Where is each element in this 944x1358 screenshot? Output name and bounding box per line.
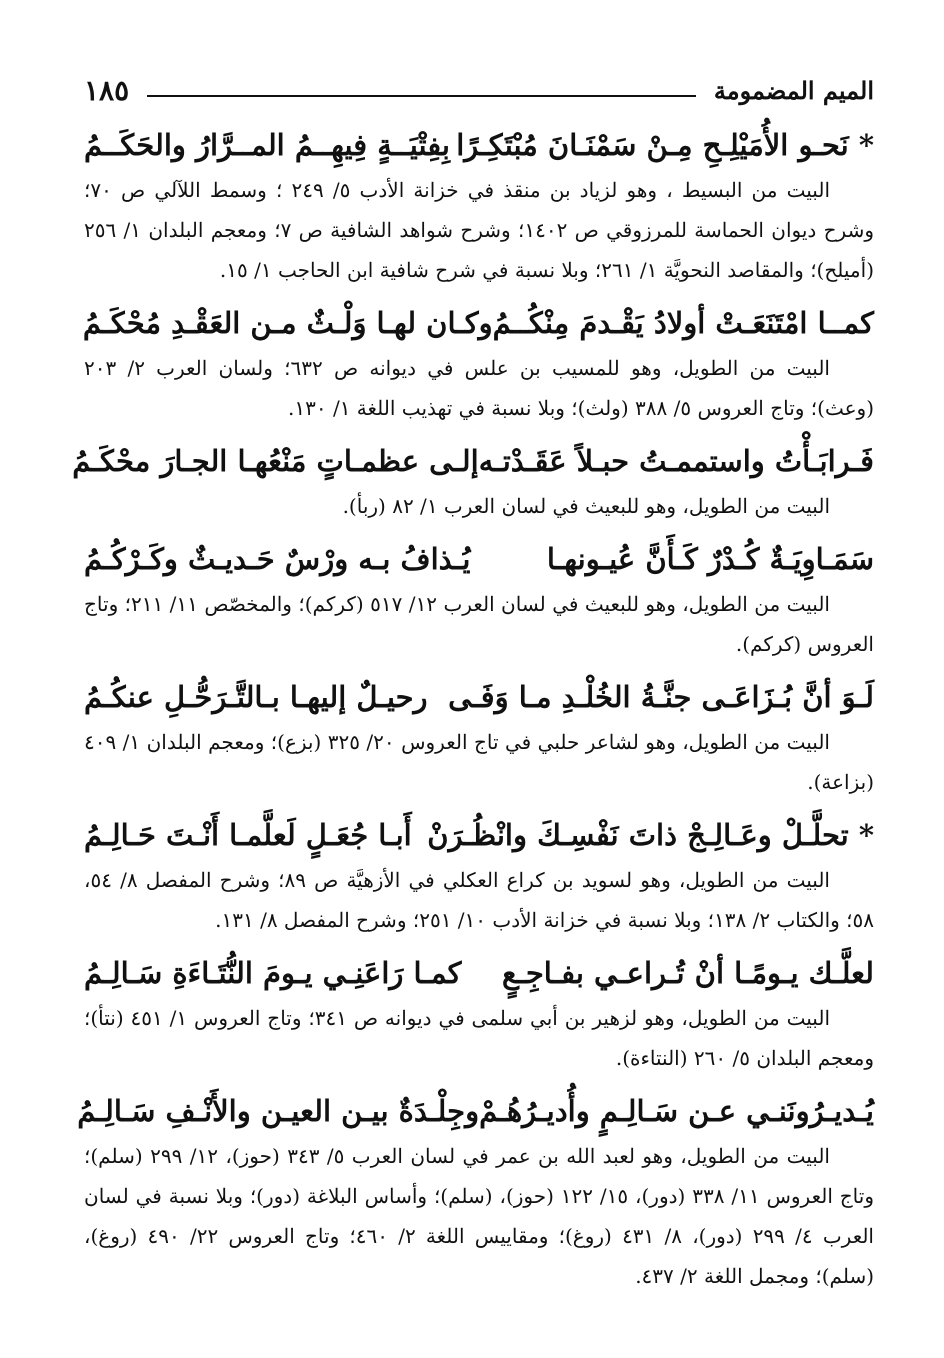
verse-second-hemistich: يُـذافُ بـه ورْسٌ حَـديـثٌ وكَـرْكُـمُ (84, 542, 471, 576)
verse-line (84, 298, 874, 348)
entry-1 (84, 120, 874, 290)
entry-4 (84, 534, 874, 664)
verse-second-hemistich: وجِلْـدَةٌ بيـن العيـن والأَنْـفِ سَـالِـمُ (77, 1094, 480, 1128)
running-header (84, 68, 874, 112)
verse-first-hemistich: فَـرابَـأْتُ واستممـتُ حبـلاً عَقَـدْتـه (478, 444, 874, 478)
citation-note: البيت من الطويل، وهو للبعيث في لسان العرب ١٢/ ٥١٧ (كركم)؛ والمخصّص ١١/ ٢١١؛ وتاج العروس (كركم). (84, 592, 874, 656)
verse-line (84, 672, 874, 722)
verse-line (72, 436, 874, 486)
entry-6 (84, 810, 874, 940)
citation-note: البيت من الطويل، وهو لسويد بن كراع العكلي في الأزهيَّة ص ٨٩؛ وشرح المفصل ٨/ ٥٤، ٥٨؛ والكتاب ٢/ ١٣٨؛ وبلا نسبة في خزانة الأدب ١٠/ ٢٥١؛ وشرح المفصل ٨/ ١٣١. (84, 868, 874, 932)
verse-first-hemistich: * تحلَّـلْ وعَـالِـجْ ذاتَ نَفْسِـكَ وانْظُـرَنْ (427, 818, 874, 852)
citation-note: البيت من الطويل، وهو للبعيث في لسان العرب ١/ ٨٢ (ربأ). (342, 494, 830, 518)
verse-second-hemistich: بِفِتْيَــةٍ فِيهِــمُ المــرَّارُ والحَكَــمُ (84, 128, 450, 162)
citation-note: البيت من الطويل، وهو للمسيب بن علس في ديوانه ص ٦٣٢؛ ولسان العرب ٢/ ٢٠٣ (وعث)؛ وتاج العروس ٥/ ٣٨٨ (ولث)؛ وبلا نسبة في تهذيب اللغة ١/ ١٣٠. (84, 356, 874, 420)
verse-first-hemistich: * نَحـو الأُمَيْلِـحِ مِـنْ سَمْنَـانَ مُبْتَكِـرًا (456, 128, 874, 162)
entry-3 (72, 436, 874, 526)
verse-second-hemistich: إلـى عظمـاتٍ مَنْعُهـا الجـارَ محْكَـمُ (72, 444, 479, 478)
verse-line (84, 120, 874, 170)
verse-line (77, 1086, 874, 1136)
verse-first-hemistich: كمــا امْتَنَعَـتْ أولادُ يَقْـدمَ مِنْكُــمُ (492, 306, 874, 340)
entry-2 (84, 298, 874, 428)
page (72, 68, 874, 1338)
verse-second-hemistich: رحيـلٌ إليهـا بـالتَّـرَحُّـلِ عنكُـمُ (84, 680, 428, 714)
entry-7 (84, 948, 874, 1078)
verse-first-hemistich: لَـوَ أنَّ بُـزَاعَـى جنَّـةُ الخُلْـدِ مـا وَفَـى (448, 680, 874, 714)
verse-line (84, 810, 874, 860)
verse-first-hemistich: يُـديـرُونَنـي عـن سَـالِـمٍ وأُديـرُهُـمْ (479, 1094, 874, 1128)
verse-line (84, 948, 874, 998)
section-title: الميم المضمومة (713, 75, 874, 105)
citation-note: البيت من الطويل، وهو لزهير بن أبي سلمى في ديوانه ص ٣٤١؛ وتاج العروس ١/ ٤٥١ (نتأ)؛ ومعجم البلدان ٥/ ٢٦٠ (النتاءة). (84, 1006, 874, 1070)
citation-note: البيت من الطويل، وهو لشاعر حلبي في تاج العروس ٢٠/ ٣٢٥ (بزع)؛ ومعجم البلدان ١/ ٤٠٩ (بزاعة). (84, 730, 874, 794)
citation-note: البيت من البسيط ، وهو لزياد بن منقذ في خزانة الأدب ٥/ ٢٤٩ ؛ وسمط اللآلي ص ٧٠؛ وشرح ديوان الحماسة للمرزوقي ص ١٤٠٢؛ وشرح شواهد الشافية ص ٧؛ ومعجم البلدان ١/ ٢٥٦ (أميلح)؛ والمقاصد النحويَّة ١/ ٢٦١؛ وبلا نسبة في شرح شافية ابن الحاجب ١/ ١٥. (84, 178, 874, 282)
verse-first-hemistich: سَمَـاوِيَـةٌ كُـدْرٌ كَـأَنَّ عُيـونهـا (546, 542, 874, 576)
page-number: ١٨٥ (84, 73, 130, 107)
verse-second-hemistich: وكـان لهـا وَلْـثٌ مـن العَقْـدِ مُحْكَـمُ (82, 306, 493, 340)
entry-5 (84, 672, 874, 802)
verse-first-hemistich: لعلَّـك يـومًـا أنْ تُـراعـي بفـاجِـعٍ (501, 956, 874, 990)
entry-8 (77, 1086, 874, 1296)
verse-second-hemistich: كمـا رَاعَنِـي يـومَ النُّتَـاءَةِ سَـالِـمُ (84, 956, 462, 990)
verse-line (84, 534, 874, 584)
citation-note: البيت من الطويل، وهو لعبد الله بن عمر في لسان العرب ٥/ ٣٤٣ (حوز)، ١٢/ ٢٩٩ (سلم)؛ وتاج العروس ١١/ ٣٣٨ (دور)، ١٥/ ١٢٢ (حوز)، (سلم)؛ وأساس البلاغة (دور)؛ وبلا نسبة في لسان العرب ٤/ ٢٩٩ (دور)، ٨/ ٤٣١ (روغ)؛ ومقاييس اللغة ٢/ ٤٦٠؛ وتاج العروس ٢٢/ ٤٩٠ (روغ)، (سلم)؛ ومجمل اللغة ٢/ ٤٣٧. (84, 1144, 874, 1288)
verse-second-hemistich: أَبـا جُعَـلٍ لَعلَّمـا أَنْـتَ حَـالِـمُ (84, 818, 412, 852)
header-rule (147, 95, 696, 97)
